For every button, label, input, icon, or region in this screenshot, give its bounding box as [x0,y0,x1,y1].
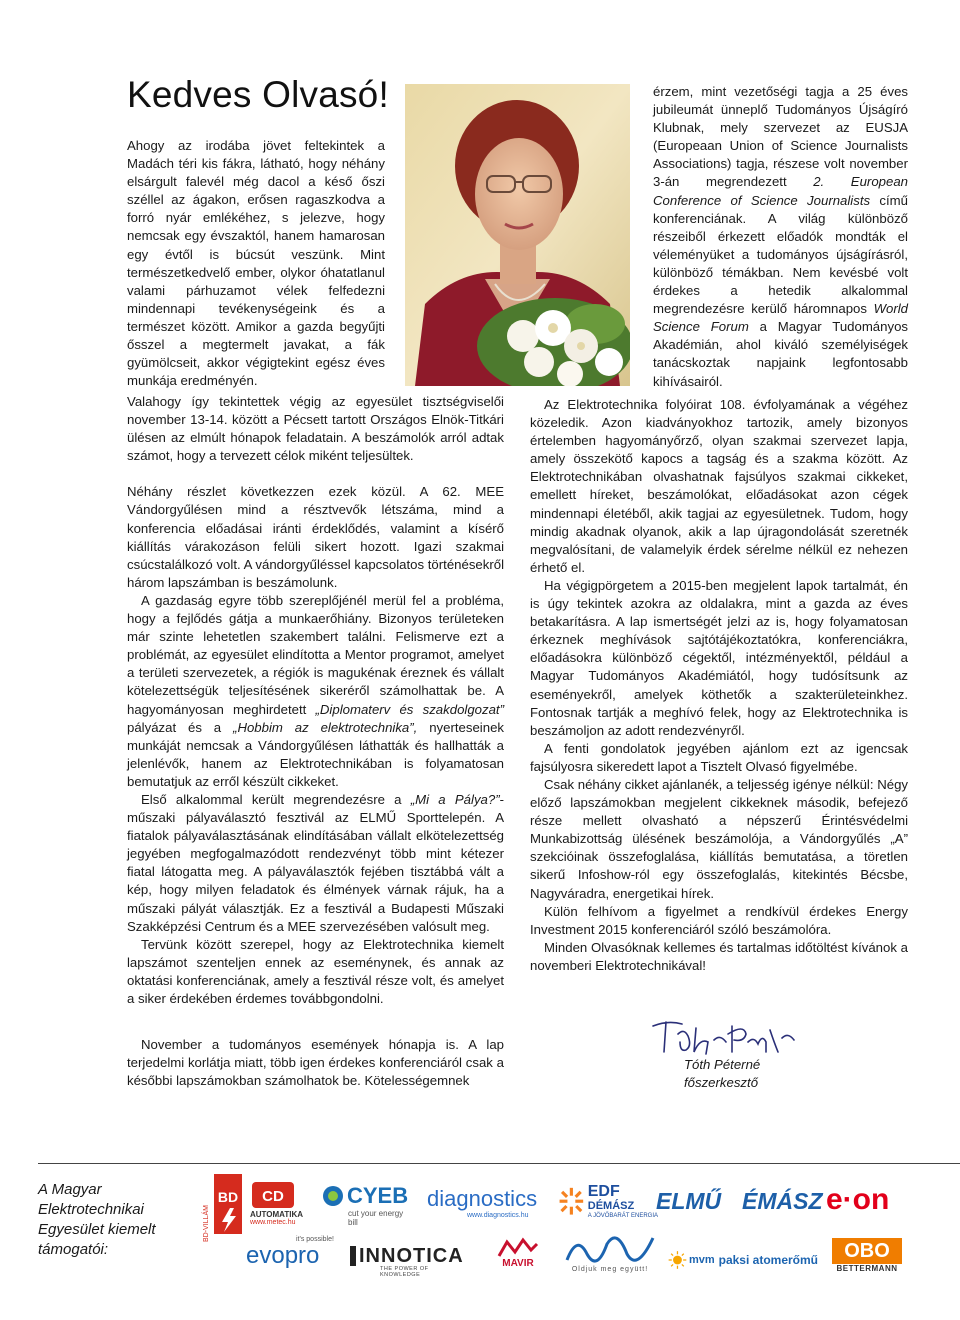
cyeb-icon [322,1185,344,1207]
bd-villam-logo [200,1172,244,1254]
wave-icon [563,1232,657,1266]
sponsors-label: A Magyar Elektrotechnikai Egyesület kiemelt támogatói: [38,1181,156,1258]
cyeb-logo: CYEB cut your energy bill [322,1183,414,1223]
portrait-image [405,84,630,386]
paragraph-folyoirat: Az Elektrotechnika folyóirat 108. évfolyamának a végéhez közeledik. Azon kiadványokhoz tartozik, amely bizonyos értelemben hagyományőrző, olyan szakmai szervezet lapja, amely összekötő kapocs a tagság és a szakma között. Az Elektrotechnikában olvashatnak fajsúlyos szakmai cikkeket, emellett híreket, beszámolókat, előadásokat azon cégek mindennapi életéből, akik tagjai az egyesületnek. Tudom, hogy mindig akadnak olyanok, akik a lap újragondolását szeretnék megvalósítani, de valamelyik érdek sérelme nélkül ez nehezen érhető el. [530,397,908,575]
innotica-logo: INNOTICA THE POWER OF KNOWLEDGE [350,1246,470,1276]
right-column [530,396,908,975]
edf-sun-icon [558,1182,585,1222]
intro-paragraph-1: Ahogy az irodába jövet feltekintek a Madách téri kis fákra, látható, hogy néhány elsárgult falevél még dacol a késő őszi széllel az ágakon, erősen ragaszkodva a forró nyár emlékéhez, s jelezve, hogy nemcsak egy évszaktól, hanem hamarosan egy évtől is búcsút veszünk. Mint természetkedvelő ember, olykor óhatatlanul valami párhuzamot vélek felfedezni mindennapi tevékenységeink és a természet között. Amikor a gazda begyűjti ősszel a megtermelt javakat, a fák gyümölcseit, akkor végigtekint egész éves munkája eredményén. [127,138,385,389]
paragraph-journalists: érzem, mint vezetőségi tagja a 25 éves jubileumát ünneplő Tudományos Újságíró Klubnak, mely szervezet az EUSJA (Europeaan Union of Science Journalists Associations) tagja, részese volt november 3-án megrendezett 2. European Conference of Science Journalists című konferenciának. A világ különböző részeiből érkezett előadók mondták el véleményüket a tudományos újságírásról, különböző témákban. Nem kevésbé volt érdekes a hetedik alkalommal megrendezésre kerülő háromnapos World Science Forum a Magyar Tudományos Akadémián, ahol kiváló személyiségek tanácskoztak napjaink legfontosabb kihívásairól. [653,84,909,389]
paragraph-ajanlom: A fenti gondolatok jegyében ajánlom ezt az igencsak fajsúlyosra sikeredett lapot a Tisztelt Olvasó figyelmébe. [530,740,908,774]
page-title: Kedves Olvasó! [127,74,389,115]
editor-photo [405,84,630,386]
automatika-icon [250,1180,296,1210]
automatika-logo: CD AUTOMATIKA www.metec.hu [250,1180,304,1230]
edf-demasz-logo: EDF DÉMÁSZ A JÖVŐBARÁT ENERGIA [558,1176,658,1228]
evopro-logo: it's possible! evopro [246,1236,334,1269]
footer-rule [38,1163,960,1164]
svg-text:CD: CD [262,1188,284,1205]
mavir-icon [497,1236,539,1258]
signature-block [684,1056,760,1092]
svg-text:BD: BD [217,1189,239,1205]
elmu-logo: ELMŰ [656,1187,722,1214]
mvm-paks-logo: mvm paksi atomerőmű [668,1240,818,1280]
paragraph-2015: Ha végigpörgetem a 2015-ben megjelent lapok tartalmát, én is úgy tekintek azokra az oldalakra, mint a gazda az éves betakarításra. A lap ismertségét jelzi az is, hogy folyamatosan érkeznek meghívások sajtótájékoztatókra, konferenciákra, előadásokra különböző cégektől, intézményektől, például a Magyar Tudományos Akadémiától, hogy tudósítsunk az eseményekről, amelyek köthetők a szakterületeinkhez. Fontosnak tartják a meghívó felek, hogy az Elektrotechnika is beszámoljon az adott rendezvényről. [530,577,908,738]
paragraph-november: November a tudományos események hónapja is. A lap terjedelmi korlátja miatt, több igen érdekes konferenciáról csak a későbbi lapszámokban számolhatok be. Kötelességemnek [127,1037,504,1089]
paragraph-festival: Első alkalommal került megrendezésre a „Mi a Pálya?”- műszaki pályaválasztó fesztivál az ELMŰ Sporttelepén. A fiatalok pályaválasztásának elindításában vállalt elkötelezettség jegyében megfogalmazódott rendezvényt több mint kétezer fiatal látogatta meg. A pályaválasztók fejében tisztábbá vált a kép, hogy milyen feladatok és élmények várnak rájuk, ha a műszaki pályát választják. Ez a fesztivál a Budapesti Műszaki Szakképzési Centrum és a MEE szervezésében valósult meg. [127,791,505,934]
paragraph-mentor: A gazdaság egyre több szereplőjénél merül fel a probléma, hogy a fejlődés gátja a munkaerőhiány. Bizonyos területeken már szinte lehetetlen szakembert találni. Felismerve ezt a problémát, az egyesület elindította a Mentor programot, amelyet a területi szervezetek, a régiók is magukénak éreznek és vállalt kötelezettségük teljesítésének sikeréről számolhattak be. A hagyományosan meghirdetett „Diplomaterv és szakdolgozat” pályázat és a „Hobbim az elektrotechnika”, nyerteseinek munkáját nemcsak a Vándorgyűlésen láthatták és hallhatták a jelenlévők, hanem az Elektrotechnikában is folyamatosan bemutatjuk az erről készült cikkeket. [127,592,504,789]
paragraph-cikkek: Csak néhány cikket ajánlanék, a teljesség igénye nélkül: Négy előző lapszámokban megjelent cikkeknek második, befejező része mellett olvasható a népszerű Érintésvédelmi Munkabizottság ülésének beszámolója, a Vándorgyűlés „A” szekcióinak összefoglalása, kiállítás bemutatása, a töretlen sikerű Infoshow-ról egy összefoglalás, kitekintés Bécsbe, Nagyváradra, energetikai hírek. [530,776,908,901]
paragraph-meeting: Valahogy így tekintettek végig az egyesület tisztségviselői november 13-14. között a Pécsett tartott Országos Elnök-Titkári ülésen az elmúlt hónapok feladatain. A beszámolók arról adtak számot, hogy a tervezett célok miként teljesültek. [127,394,504,464]
right-top-text [653,83,908,391]
diagnostics-logo: diagnostics www.diagnostics.hu [427,1186,538,1219]
paragraph-energy: Külön felhívom a figyelmet a rendkívül érdekes Energy Investment 2015 konferenciáról szóló beszámolóra. [530,903,908,937]
mavir-logo: MAVIR [488,1236,548,1282]
signature-image [648,1012,798,1060]
emasz-logo: ÉMÁSZ [742,1187,823,1214]
mvm-sun-icon [668,1245,687,1275]
paragraph-closing: Minden Olvasóknak kellemes és tartalmas időtöltést kívánok a novemberi Elektrotechnikával! [530,939,908,973]
intro-text [127,137,385,390]
paragraph-vandorgyules: Néhány részlet következzen ezek közül. A 62. MEE Vándorgyűlésen mind a résztvevők létszáma, mind a konferencia előadásai iránti érdeklődés, valamint a kísérő kiállítás várakozáson felüli sikert hozott. Igazi szakmai csúcstalálkozó volt. A vándorgyűléssel kapcsolatos történésekről három lapszámban is beszámolunk. [127,484,504,590]
signature-name: Tóth Péterné [684,1057,761,1072]
bd-villam-icon [200,1172,244,1254]
eon-logo: e·on [826,1183,890,1216]
left-column [127,393,504,1008]
signature-role: főszerkesztő [684,1075,759,1090]
svg-text:BD-VILLÁM: BD-VILLÁM [203,1205,210,1242]
handwritten-signature [648,1012,798,1060]
oldjuk-logo: Oldjuk meg együtt! [560,1232,660,1282]
obo-logo: OBO BETTERMANN [830,1238,904,1280]
paragraph-plans: Tervünk között szerepel, hogy az Elektrotechnika kiemelt lapszámot szenteljen ennek az eseménynek, és annak az oktatási konferenciának, amely a fesztivál része volt, és amelyet a siker érdekében érdemes továbbgondolni. [127,936,504,1006]
